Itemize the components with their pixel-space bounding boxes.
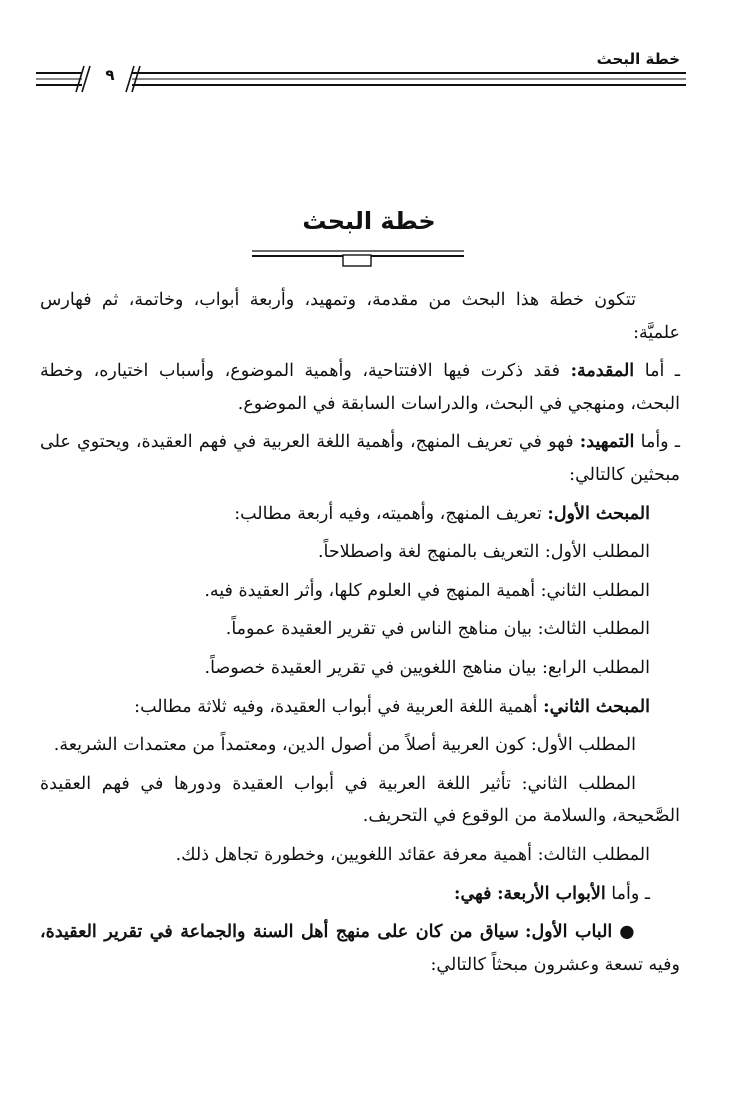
bab1-bold-text: سياق من كان على منهج أهل السنة والجماعة في تقرير العقيدة، [40,922,525,943]
mabhath1-label: المبحث الأول: [547,503,650,524]
mabhath1-heading [40,498,680,531]
page-number: ٩ [105,66,115,84]
header-rule [36,64,686,94]
muqaddima-label: المقدمة: [570,361,635,382]
running-title: خطة البحث [596,50,680,68]
list-item: المطلب الرابع: بيان مناهج اللغويين في تقرير العقيدة خصوصاً. [204,657,650,678]
bab1-text: وفيه تسعة وعشرون مبحثاً كالتالي: [430,954,680,975]
list-item: المطلب الثالث: بيان مناهج الناس في تقرير العقيدة عموماً. [225,619,650,640]
body-text [40,284,680,987]
abwab-prefix: ـ وأما [611,883,650,904]
bab1-label: الباب الأول: [524,922,613,943]
intro-paragraph: تتكون خطة هذا البحث من مقدمة، وتمهيد، وأربعة أبواب، وخاتمة، ثم فهارس علميَّة: [40,290,680,343]
section-heading: خطة البحث [302,207,436,235]
tamheed-prefix: ـ وأما [640,432,680,453]
abwab-label: الأبواب الأربعة: [497,883,606,904]
list-item: المطلب الثاني: أهمية المنهج في العلوم كلها، وأثر العقيدة فيه. [204,580,650,601]
tamheed-text: فهو في تعريف المنهج، وأهمية اللغة العربية في فهم العقيدة، ويحتوي على مبحثين كالتالي: [40,432,680,485]
list-item: المطلب الأول: التعريف بالمنهج لغة واصطلاحاً. [317,542,650,563]
tamheed-paragraph [40,426,680,491]
abwab-label2: فهي: [454,883,492,904]
muqaddima-prefix: ـ أما [644,361,680,382]
muqaddima-paragraph [40,355,680,420]
muqaddima-text: فقد ذكرت فيها الافتتاحية، وأهمية الموضوع، وأسباب اختياره، وخطة البحث، ومنهجي في البحث، والدراسات السابقة في الموضوع. [40,361,680,414]
list-item: المطلب الأول: كون العربية أصلاً من أصول الدين، ومعتمداً من معتمدات الشريعة. [53,735,636,756]
bullet-icon: ● [619,922,637,943]
abwab-heading [40,878,680,911]
list-item: المطلب الثاني: تأثير اللغة العربية في أبواب العقيدة ودورها في فهم العقيدة الصَّحيحة، والسلامة من الوقوع في التحريف. [40,773,680,827]
heading-ornament [252,246,464,268]
mabhath2-text: أهمية اللغة العربية في أبواب العقيدة، وفيه ثلاثة مطالب: [134,696,544,717]
list-item: المطلب الثالث: أهمية معرفة عقائد اللغويين، وخطورة تجاهل ذلك. [175,844,650,865]
mabhath1-text: تعريف المنهج، وأهميته، وفيه أربعة مطالب: [234,503,548,524]
bab1-paragraph [40,916,680,981]
mabhath2-heading [40,691,680,724]
tamheed-label: التمهيد: [579,432,635,453]
mabhath2-label: المبحث الثاني: [543,696,650,717]
